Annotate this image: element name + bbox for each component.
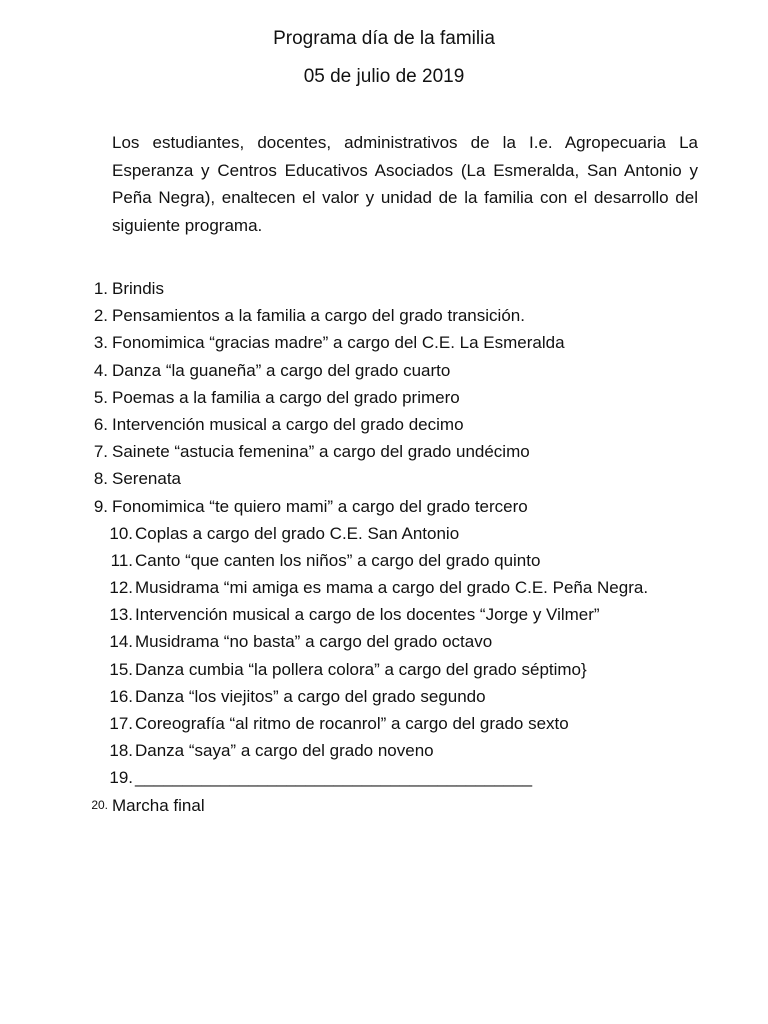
list-item	[80, 574, 740, 601]
item-text: Coplas a cargo del grado C.E. San Antonio	[135, 523, 460, 543]
item-number: 11.	[110, 550, 133, 570]
list-item	[80, 357, 740, 384]
list-item	[80, 628, 740, 655]
item-number: 15.	[109, 659, 133, 679]
item-number: 4.	[93, 360, 108, 380]
list-item	[80, 792, 740, 819]
item-text: Poemas a la familia a cargo del grado primero	[112, 387, 460, 407]
item-text: Intervención musical a cargo de los docentes “Jorge y Vilmer”	[135, 605, 600, 625]
item-number: 6.	[93, 414, 108, 434]
item-number: 5.	[93, 387, 108, 407]
list-item	[80, 438, 740, 465]
item-blank-line: __________________________________________	[135, 768, 533, 788]
item-number: 20.	[91, 797, 108, 812]
item-text: Fonomimica “gracias madre” a cargo del C.E. La Esmeralda	[112, 333, 565, 353]
list-item	[80, 764, 740, 791]
item-text: Danza “saya” a cargo del grado noveno	[135, 741, 434, 761]
program-list	[80, 275, 740, 819]
item-number: 1.	[93, 279, 108, 298]
item-number: 10.	[109, 523, 133, 543]
list-item	[80, 384, 740, 411]
item-number: 17.	[109, 714, 133, 733]
intro-paragraph: Los estudiantes, docentes, administrativos de la I.e. Agropecuaria La Esperanza y Centros Educativos Asociados (La Esmeralda, San Antonio y Peña Negra), enaltecen el valor y unidad de la familia con el desarrollo del siguiente programa.	[112, 133, 698, 235]
list-item	[80, 601, 740, 628]
item-number: 2.	[93, 306, 108, 326]
item-text: Intervención musical a cargo del grado decimo	[112, 414, 464, 434]
document-date: 05 de julio de 2019	[303, 66, 465, 87]
item-number: 3.	[93, 333, 108, 353]
list-item	[80, 302, 740, 329]
item-text: Danza “la guaneña” a cargo del grado cuarto	[112, 360, 451, 380]
item-number: 13.	[109, 605, 133, 625]
list-item	[80, 547, 740, 574]
item-number: 18.	[109, 741, 133, 761]
list-item	[80, 329, 740, 356]
item-text: Canto “que canten los niños” a cargo del grado quinto	[135, 550, 541, 570]
item-text: Danza “los viejitos” a cargo del grado segundo	[135, 686, 486, 706]
list-item	[80, 465, 740, 492]
item-text: Coreografía “al ritmo de rocanrol” a cargo del grado sexto	[135, 714, 569, 733]
item-number: 19.	[109, 768, 133, 788]
item-text: Serenata	[112, 469, 181, 489]
item-number: 9.	[93, 496, 108, 516]
list-item	[80, 737, 740, 764]
item-text: Sainete “astucia femenina” a cargo del grado undécimo	[112, 442, 530, 462]
item-number: 7.	[93, 442, 108, 462]
item-text: Pensamientos a la familia a cargo del grado transición.	[112, 306, 525, 326]
list-item	[80, 275, 740, 302]
list-item	[80, 710, 740, 737]
item-text: Danza cumbia “la pollera colora” a cargo del grado séptimo}	[135, 659, 587, 679]
item-text: Brindis	[112, 279, 164, 298]
item-text: Marcha final	[112, 795, 205, 815]
list-item	[80, 520, 740, 547]
item-number: 8.	[93, 469, 108, 489]
item-text: Musidrama “no basta” a cargo del grado octavo	[135, 632, 493, 652]
item-number: 14.	[109, 632, 133, 652]
item-text: Fonomimica “te quiero mami” a cargo del grado tercero	[112, 496, 528, 516]
item-number: 16.	[109, 686, 133, 706]
item-text: Musidrama “mi amiga es mama a cargo del grado C.E. Peña Negra.	[135, 578, 649, 598]
list-item	[80, 683, 740, 710]
list-item	[80, 411, 740, 438]
list-item	[80, 656, 740, 683]
document-title: Programa día de la familia	[273, 28, 495, 49]
list-item	[80, 493, 740, 520]
item-number: 12.	[109, 578, 133, 598]
